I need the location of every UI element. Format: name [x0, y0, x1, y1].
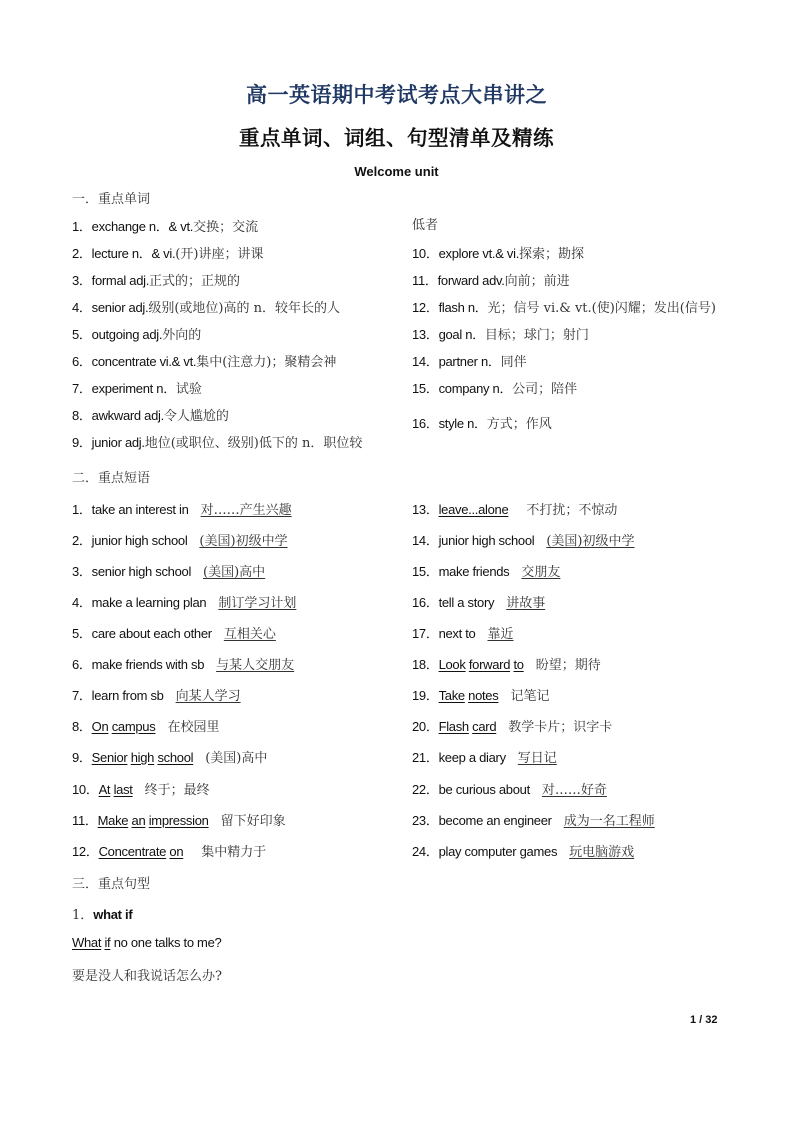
word-item: [72, 270, 240, 289]
word-chinese: 级别(或地位)高的 n．较年长的人: [148, 301, 340, 316]
item-number: 7．: [72, 381, 92, 396]
phrase-item: [412, 685, 549, 704]
word-english: formal adj.: [91, 273, 150, 288]
word-english: awkward adj.: [91, 408, 164, 423]
word-english: experiment n．: [91, 381, 176, 396]
phrase-english: make friends: [438, 564, 510, 579]
phrase-chinese: 成为一名工程师: [563, 814, 655, 829]
word-english: forward adv.: [437, 273, 505, 288]
phrase-english: senior high school: [91, 564, 192, 579]
item-number: 20．: [412, 719, 439, 734]
phrase-english: become an engineer: [438, 813, 552, 828]
word-chinese: 正式的；正规的: [149, 274, 241, 289]
phrase-word: forward: [468, 657, 511, 672]
phrase-english: play computer games: [438, 844, 558, 859]
word-english: company n．: [438, 381, 513, 396]
phrase-chinese: 向某人学习: [175, 689, 241, 704]
phrase-chinese: 盼望；期待: [535, 658, 601, 673]
item-number: 12．: [72, 844, 99, 859]
unit-heading: Welcome unit: [354, 164, 439, 179]
document-subtitle: 重点单词、词组、句型清单及精练: [239, 126, 554, 150]
example-sentence: [72, 935, 221, 950]
phrase-word: card: [472, 719, 497, 734]
phrase-chinese: (美国)高中: [205, 751, 268, 766]
phrase-english: keep a diary: [438, 750, 506, 765]
item-number: 3．: [72, 564, 92, 579]
phrase-chinese: 留下好印象: [220, 814, 286, 829]
phrase-item: [72, 779, 210, 798]
word-item: [412, 378, 577, 397]
word-item: [72, 324, 201, 343]
phrase-chinese: 教学卡片；识字卡: [508, 720, 613, 735]
phrase-chinese: 对……产生兴趣: [200, 503, 292, 518]
word-continuation: 低者: [412, 218, 439, 233]
word-english: partner n．: [438, 354, 501, 369]
word-item: [72, 432, 362, 451]
word-item: [72, 351, 336, 370]
word-item: [412, 243, 584, 262]
phrase-chinese: 玩电脑游戏: [569, 845, 635, 860]
word-chinese: 令人尴尬的: [163, 409, 229, 424]
phrase-item: [412, 779, 607, 798]
item-number: 8．: [72, 719, 92, 734]
phrase-english: tell a story: [438, 595, 495, 610]
phrase-word: At: [98, 782, 111, 797]
item-number: 2．: [72, 533, 92, 548]
item-number: 13．: [412, 327, 439, 342]
phrase-word: notes: [468, 688, 499, 703]
item-number: 10．: [412, 246, 439, 261]
word-chinese: 目标；球门；射门: [484, 328, 589, 343]
word-item: [412, 270, 570, 289]
phrase-chinese: 讲故事: [506, 596, 546, 611]
phrase-item: [72, 716, 219, 735]
example-rest: no one talks to me?: [113, 935, 222, 950]
phrase-word: high: [130, 750, 155, 765]
word-chinese: 集中(注意力)；聚精会神: [196, 355, 337, 370]
phrase-chinese: 交朋友: [521, 565, 561, 580]
document-title: 高一英语期中考试考点大串讲之: [246, 82, 547, 107]
item-number: 15．: [412, 381, 439, 396]
phrase-word: last: [113, 782, 133, 797]
example-translation: 要是没人和我说话怎么办?: [72, 969, 222, 984]
phrase-english: care about each other: [91, 626, 212, 641]
item-number: 22．: [412, 782, 439, 797]
item-number: 1．: [72, 908, 94, 923]
word-english: lecture n．& vi.: [91, 246, 176, 261]
word-english: exchange n．& vt.: [91, 219, 194, 234]
word-english: style n．: [438, 416, 487, 431]
item-number: 4．: [72, 300, 92, 315]
item-number: 13．: [412, 502, 439, 517]
page-number: 1 / 32: [690, 1014, 718, 1026]
phrase-chinese: 互相关心: [223, 627, 276, 642]
word-item: [412, 413, 552, 432]
item-number: 23．: [412, 813, 439, 828]
phrase-word: Flash: [438, 719, 469, 734]
phrase-chinese: 制订学习计划: [218, 596, 297, 611]
phrase-english: be curious about: [438, 782, 530, 797]
item-number: 10．: [72, 782, 99, 797]
phrase-item: [72, 747, 267, 766]
phrase-item: [412, 530, 635, 549]
item-number: 18．: [412, 657, 439, 672]
word-chinese: 同伴: [500, 355, 527, 370]
phrase-word: Take: [438, 688, 465, 703]
example-word: if: [104, 935, 111, 950]
item-number: 11．: [412, 273, 438, 288]
phrase-item: [412, 654, 601, 673]
phrase-item: [72, 592, 296, 611]
word-item: [72, 405, 229, 424]
phrase-chinese: 靠近: [487, 627, 514, 642]
phrase-word: Make: [97, 813, 129, 828]
item-number: 3．: [72, 273, 92, 288]
phrase-item: [412, 716, 612, 735]
phrase-english: next to: [438, 626, 476, 641]
phrase-word: an: [131, 813, 146, 828]
word-english: goal n．: [438, 327, 485, 342]
item-number: 4．: [72, 595, 92, 610]
phrase-chinese: 不打扰；不惊动: [526, 503, 618, 518]
phrase-item: [72, 561, 265, 580]
item-number: 19．: [412, 688, 439, 703]
word-item: [412, 324, 589, 343]
item-number: 7．: [72, 688, 92, 703]
phrase-word: campus: [111, 719, 156, 734]
word-chinese: 向前；前进: [504, 274, 570, 289]
phrase-english: junior high school: [438, 533, 535, 548]
section-heading-sentences: 三．重点句型: [72, 877, 151, 892]
phrase-english: leave...alone: [438, 502, 509, 517]
phrase-word: school: [157, 750, 194, 765]
phrase-item: [72, 499, 292, 518]
item-number: 21．: [412, 750, 439, 765]
item-number: 8．: [72, 408, 92, 423]
phrase-english: make friends with sb: [91, 657, 205, 672]
pattern-name: what if: [93, 907, 133, 922]
item-number: 17．: [412, 626, 439, 641]
word-chinese: 探索；勘探: [519, 247, 585, 262]
phrase-item: [412, 592, 545, 611]
word-item: [72, 297, 340, 316]
phrase-word: on: [169, 844, 184, 859]
word-english: flash n．: [438, 300, 488, 315]
phrase-chinese: 终于；最终: [144, 783, 210, 798]
phrase-word: Concentrate: [98, 844, 167, 859]
phrase-chinese: (美国)初级中学: [199, 534, 288, 549]
word-chinese: 外向的: [162, 328, 202, 343]
item-number: 6．: [72, 354, 92, 369]
section-heading-phrases: 二．重点短语: [72, 471, 151, 486]
phrase-item: [72, 841, 266, 860]
item-number: 9．: [72, 750, 92, 765]
phrase-item: [412, 841, 634, 860]
phrase-english: learn from sb: [91, 688, 164, 703]
item-number: 14．: [412, 533, 439, 548]
phrase-item: [412, 561, 560, 580]
phrase-chinese: (美国)高中: [203, 565, 266, 580]
item-number: 2．: [72, 246, 92, 261]
phrase-item: [412, 499, 617, 518]
item-number: 1．: [72, 502, 92, 517]
section-heading-words: 一．重点单词: [72, 192, 151, 207]
phrase-word: to: [513, 657, 524, 672]
phrase-item: [72, 530, 288, 549]
phrase-chinese: 对……好奇: [541, 783, 607, 798]
item-number: 24．: [412, 844, 439, 859]
phrase-chinese: 记笔记: [510, 689, 550, 704]
phrase-english: take an interest in: [91, 502, 189, 517]
word-item: [72, 378, 202, 397]
item-number: 15．: [412, 564, 439, 579]
word-chinese: 公司；陪伴: [512, 382, 578, 397]
phrase-item: [412, 810, 655, 829]
phrase-item: [72, 654, 294, 673]
word-item: [412, 297, 716, 316]
word-item: [72, 243, 263, 262]
word-item: [412, 351, 527, 370]
example-word: What: [72, 935, 102, 950]
item-number: 16．: [412, 595, 439, 610]
phrase-chinese: 集中精力于: [201, 845, 267, 860]
word-english: concentrate vi.& vt.: [91, 354, 197, 369]
word-item: [72, 216, 258, 235]
sentence-pattern-title: [72, 904, 132, 923]
phrase-english: junior high school: [91, 533, 188, 548]
word-chinese: (开)讲座；讲课: [175, 247, 264, 262]
word-chinese: 光；信号 vi.& vt.(使)闪耀；发出(信号): [487, 301, 716, 316]
phrase-chinese: 与某人交朋友: [216, 658, 295, 673]
phrase-chinese: 在校园里: [167, 720, 220, 735]
word-english: outgoing adj.: [91, 327, 163, 342]
phrase-item: [72, 810, 286, 829]
phrase-english: make a learning plan: [91, 595, 207, 610]
item-number: 12．: [412, 300, 439, 315]
phrase-item: [72, 623, 276, 642]
word-english: senior adj.: [91, 300, 149, 315]
word-chinese: 方式；作风: [486, 417, 552, 432]
phrase-chinese: 写日记: [517, 751, 557, 766]
phrase-item: [412, 747, 557, 766]
word-english: junior adj.: [91, 435, 145, 450]
item-number: 9．: [72, 435, 92, 450]
item-number: 11．: [72, 813, 98, 828]
phrase-word: impression: [148, 813, 209, 828]
item-number: 14．: [412, 354, 439, 369]
word-chinese: 试验: [175, 382, 202, 397]
word-chinese: 交换；交流: [193, 220, 259, 235]
item-number: 1．: [72, 219, 92, 234]
word-english: explore vt.& vi.: [438, 246, 520, 261]
phrase-word: On: [91, 719, 109, 734]
phrase-word: Look: [438, 657, 466, 672]
item-number: 5．: [72, 327, 92, 342]
phrase-chinese: (美国)初级中学: [546, 534, 635, 549]
phrase-item: [412, 623, 514, 642]
item-number: 5．: [72, 626, 92, 641]
item-number: 16．: [412, 416, 439, 431]
item-number: 6．: [72, 657, 92, 672]
phrase-item: [72, 685, 241, 704]
phrase-word: Senior: [91, 750, 128, 765]
word-chinese: 地位(或职位、级别)低下的 n．职位较: [144, 436, 363, 451]
